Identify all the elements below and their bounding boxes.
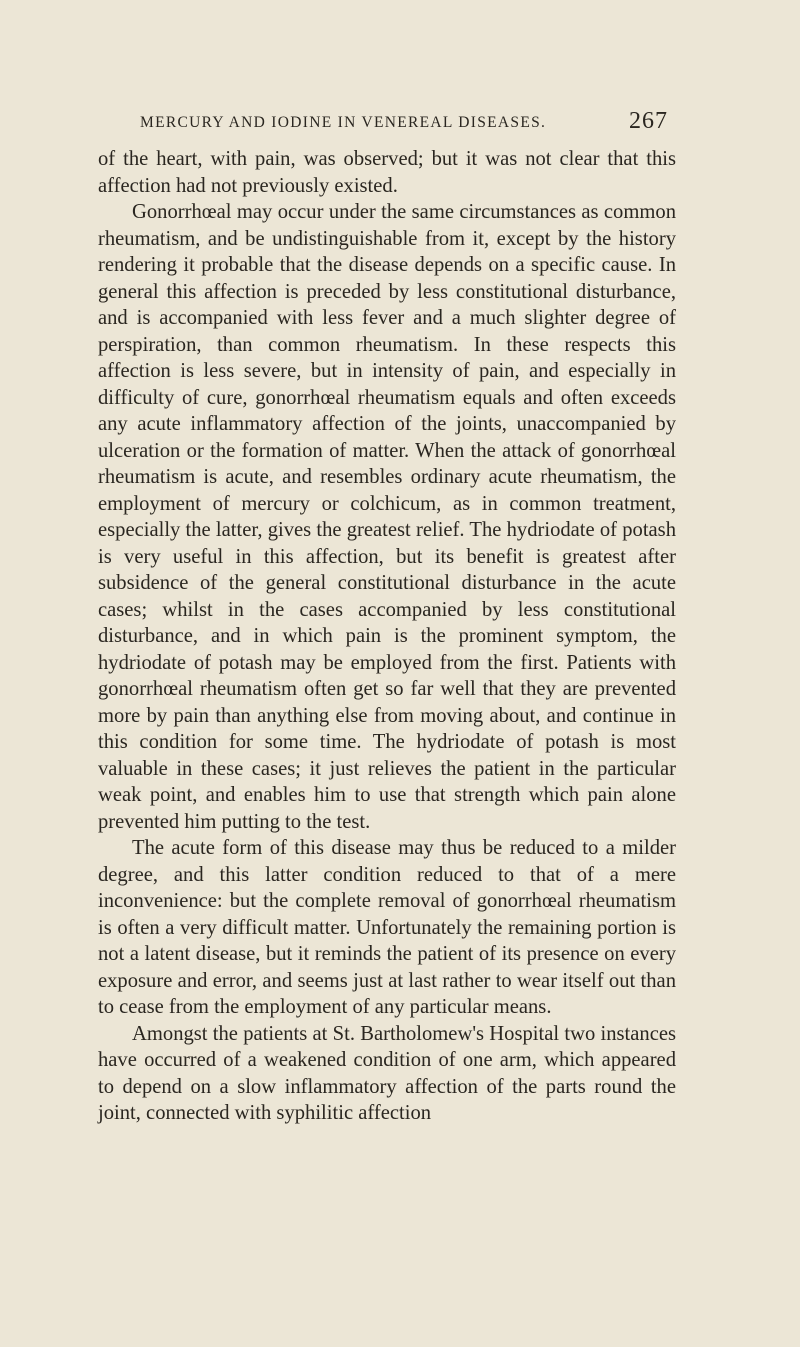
page-number: 267 — [629, 108, 668, 134]
running-head — [140, 108, 668, 138]
running-title: MERCURY AND IODINE IN VENEREAL DISEASES. — [140, 114, 547, 131]
paragraph-gonorrhoeal-rheumatism: Gonorrhœal may occur under the same circumstances as common rheumatism, and be undistinguishable from it, except by the history rendering it probable that the disease depends on a specific cause. In general this affection is preceded by less constitutional disturbance, and is accompanied with less fever and a much slighter degree of perspiration, than common rheumatism. In these respects this affection is less severe, but in intensity of pain, and especially in difficulty of cure, gonorrhœal rheumatism equals and often exceeds any acute inflammatory affection of the joints, unaccompanied by ulceration or the formation of matter. When the attack of gonorrhœal rheumatism is acute, and resembles ordinary acute rheumatism, the employment of mercury or colchicum, as in common treatment, especially the latter, gives the greatest relief. The hydriodate of potash is very useful in this affection, but its benefit is greatest after subsidence of the general constitutional disturbance in the acute cases; whilst in the cases accompanied by less constitutional disturbance, and in which pain is the prominent symptom, the hydriodate of potash may be employed from the first. Patients with gonorrhœal rheumatism often get so far well that they are prevented more by pain than anything else from moving about, and continue in this condition for some time. The hydriodate of potash is most valuable in these cases; it just relieves the patient in the particular weak point, and enables him to use that strength which pain alone prevented him putting to the test. — [98, 201, 676, 833]
paragraph-continued: of the heart, with pain, was observed; but it was not clear that this affection had not previously existed. — [98, 148, 676, 197]
paragraph-st-bartholomews: Amongst the patients at St. Bartholomew's Hospital two instances have occurred of a weakened condition of one arm, which appeared to depend on a slow inflammatory affection of the parts round the joint, connected with syphilitic affection — [98, 1022, 676, 1124]
paragraph-acute-form: The acute form of this disease may thus be reduced to a milder degree, and this latter condition reduced to that of a mere inconvenience: but the complete removal of gonorrhœal rheumatism is often a very difficult matter. Unfortunately the remaining portion is not a latent disease, but it reminds the patient of its presence on every exposure and error, and seems just at last rather to wear itself out than to cease from the employment of any particular means. — [98, 837, 676, 1018]
body-text — [98, 146, 676, 1127]
